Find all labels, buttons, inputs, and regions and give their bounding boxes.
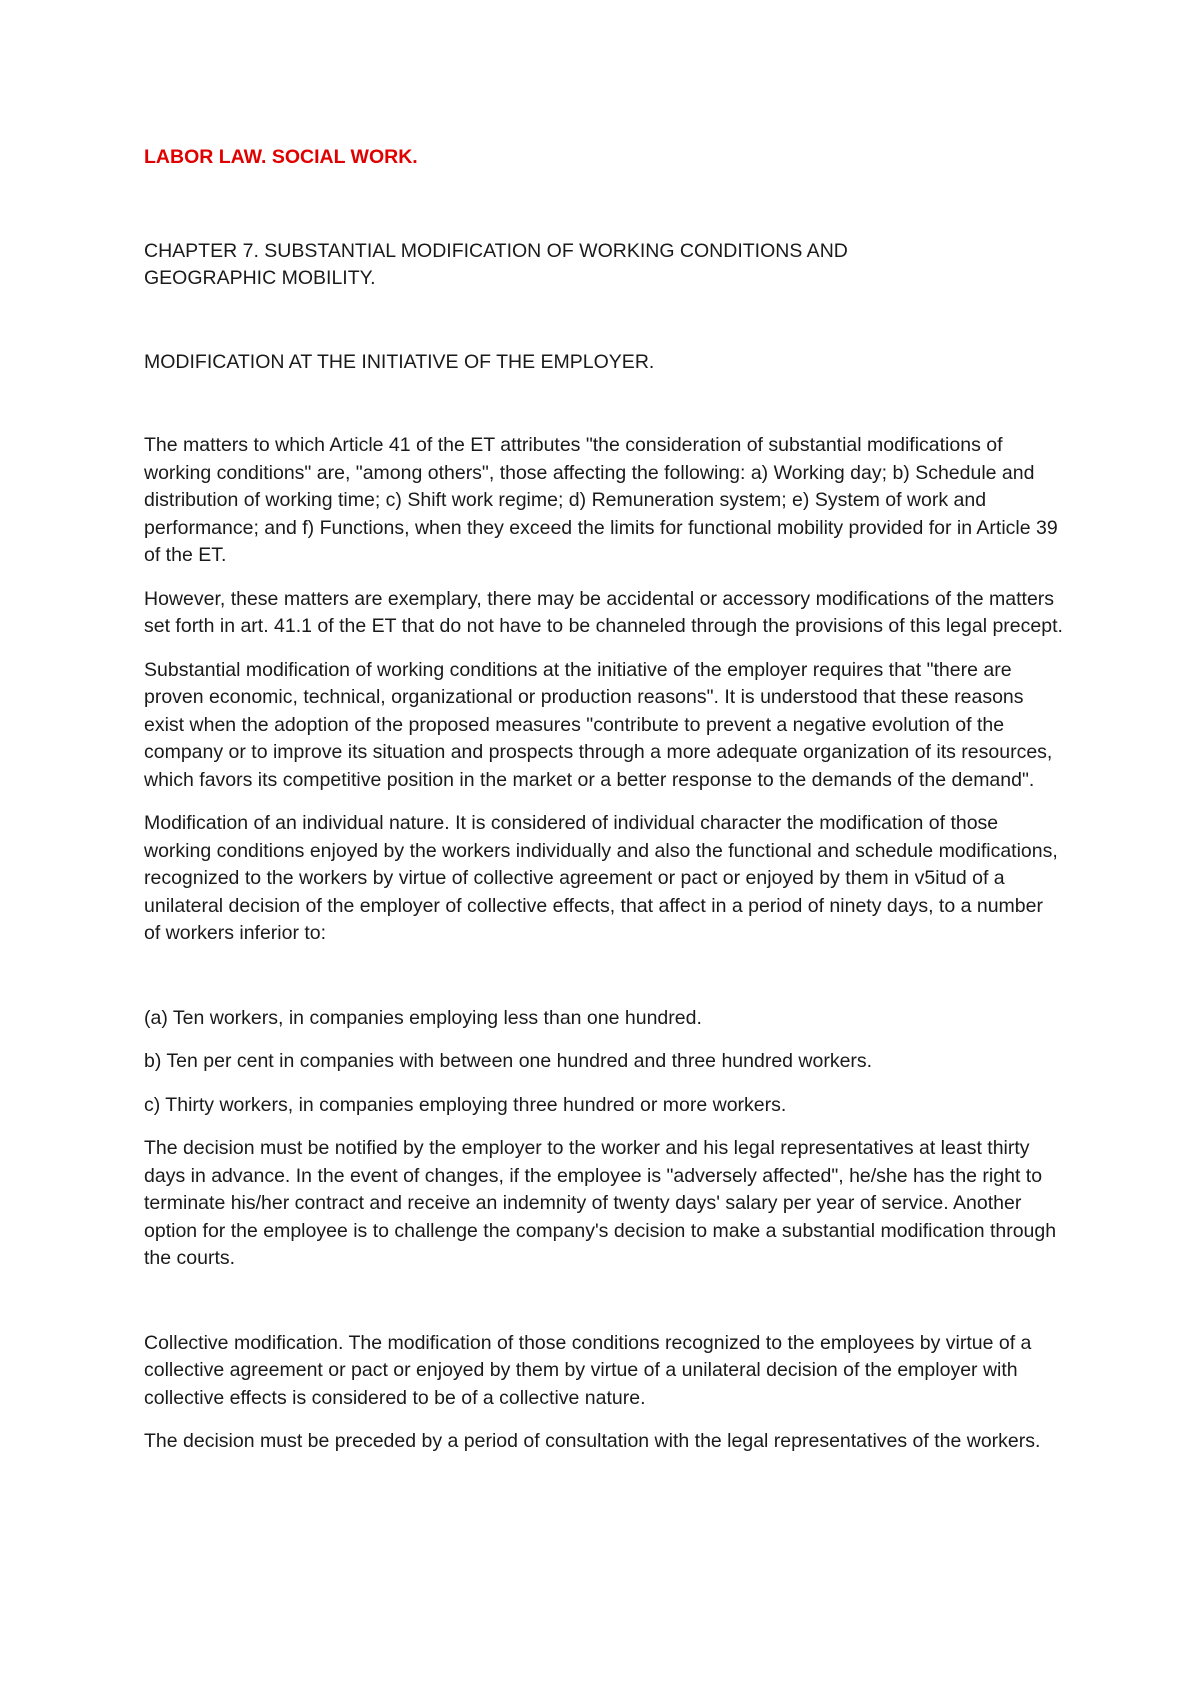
document-body: [144, 144, 1064, 1456]
paragraph-exemplary: However, these matters are exemplary, there may be accidental or accessory modifications of the matters set forth in art. 41.1 of the ET that do not have to be channeled through the provisions of this legal precept.: [144, 587, 1063, 637]
list-item-a: (a) Ten workers, in companies employing less than one hundred.: [144, 1006, 702, 1029]
chapter-heading-line-1: CHAPTER 7. SUBSTANTIAL MODIFICATION OF WORKING CONDITIONS AND: [144, 239, 848, 262]
chapter-heading: [144, 238, 1064, 293]
section-heading: MODIFICATION AT THE INITIATIVE OF THE EMPLOYER.: [144, 350, 655, 373]
paragraph-reasons: Substantial modification of working conditions at the initiative of the employer requires that "there are proven economic, technical, organizational or production reasons". It is understood that these reasons exist when the adoption of the proposed measures "contribute to prevent a negative evolution of the company or to improve its situation and prospects through a more adequate organization of its resources, which favors its competitive position in the market or a better response to the demands of the demand".: [144, 658, 1053, 791]
paragraph-individual: Modification of an individual nature. It is considered of individual character the modification of those working conditions enjoyed by the workers individually and also the functional and schedule modifications, recognized to the workers by virtue of collective agreement or pact or enjoyed by them in v5itud of a unilateral decision of the employer of collective effects, that affect in a period of ninety days, to a number of workers inferior to:: [144, 812, 1058, 944]
paragraph-consultation: The decision must be preceded by a period of consultation with the legal representatives of the workers.: [144, 1430, 1041, 1452]
list-item-c: c) Thirty workers, in companies employing three hundred or more workers.: [144, 1093, 787, 1116]
paragraph-notification: The decision must be notified by the employer to the worker and his legal representatives at least thirty days in advance. In the event of changes, if the employee is "adversely affected", he/she has the right to terminate his/her contract and receive an indemnity of twenty days' salary per year of service. Another option for the employee is to challenge the company's decision to make a substantial modification through the courts.: [144, 1137, 1057, 1269]
paragraph-matters: The matters to which Article 41 of the ET attributes "the consideration of substantial modifications of working conditions" are, "among others", those affecting the following: a) Working day; b) Schedule and distribution of working time; c) Shift work regime; d) Remuneration system; e) System of work and performance; and f) Functions, when they exceed the limits for functional mobility provided for in Article 39 of the ET.: [144, 434, 1058, 566]
document-title: LABOR LAW. SOCIAL WORK.: [144, 146, 418, 168]
paragraph-collective: Collective modification. The modification of those conditions recognized to the employees by virtue of a collective agreement or pact or enjoyed by them by virtue of a unilateral decision of the employer with collective effects is considered to be of a collective nature.: [144, 1331, 1032, 1409]
chapter-heading-line-2: GEOGRAPHIC MOBILITY.: [144, 267, 376, 289]
list-item-b: b) Ten per cent in companies with between one hundred and three hundred workers.: [144, 1050, 873, 1072]
